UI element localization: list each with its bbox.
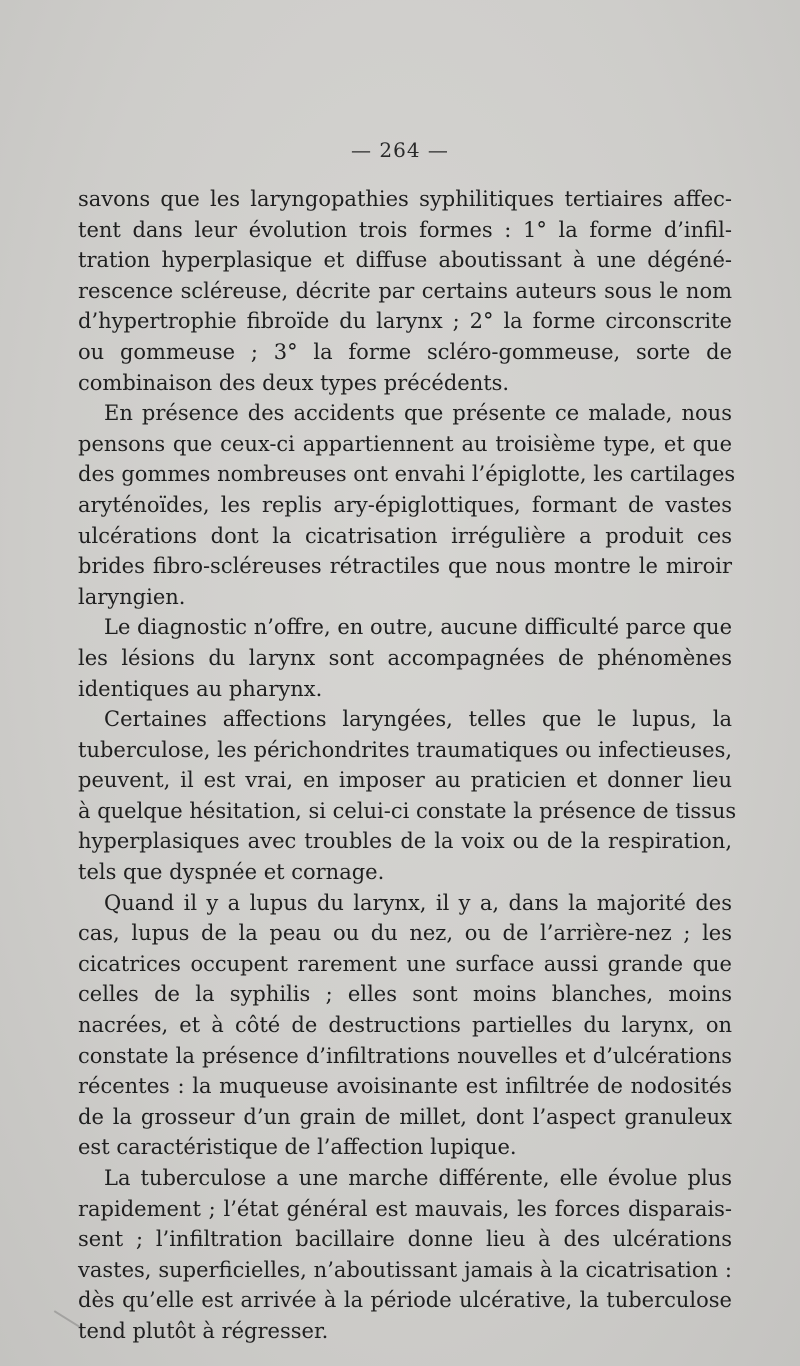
text-line: dès qu’elle est arrivée à la période ulcérative, la tuberculose [78, 1288, 732, 1313]
text-line: tuberculose, les périchondrites traumatiques ou infectieuses, [78, 737, 733, 762]
text-line: vastes, superficielles, n’aboutissant jamais à la cicatrisation : [78, 1257, 732, 1282]
text-line: tend plutôt à régresser. [78, 1318, 329, 1343]
text-line: les lésions du larynx sont accompagnées de phénomènes [78, 645, 732, 670]
text-line: rescence scléreuse, décrite par certains auteurs sous le nom [78, 278, 732, 303]
text-line: tration hyperplasique et diffuse aboutissant à une dégéné- [78, 248, 732, 273]
text-line: d’hypertrophie fibroïde du larynx ; 2° la forme circonscrite [78, 309, 732, 334]
text-line: Certaines affections laryngées, telles que le lupus, la [104, 707, 732, 732]
text-line: constate la présence d’infiltrations nouvelles et d’ulcérations [78, 1043, 732, 1068]
text-line: brides fibro-scléreuses rétractiles que nous montre le miroir [78, 554, 732, 579]
text-line: celles de la syphilis ; elles sont moins blanches, moins [78, 982, 732, 1007]
text-line: combinaison des deux types précédents. [78, 370, 510, 395]
text-line: La tuberculose a une marche différente, elle évolue plus [104, 1166, 732, 1190]
text-line: savons que les laryngopathies syphilitiques tertiaires affec- [78, 187, 732, 211]
text-line: identiques au pharynx. [78, 676, 323, 701]
page-number: — 264 — [351, 138, 449, 162]
text-line: peuvent, il est vrai, en imposer au praticien et donner lieu [78, 768, 732, 793]
text-line: récentes : la muqueuse avoisinante est infiltrée de nodosités [78, 1074, 732, 1099]
text-line: aryténoïdes, les replis ary-épiglottiques, formant de vastes [78, 492, 732, 517]
text-line: à quelque hésitation, si celui-ci constate la présence de tissus [78, 798, 737, 823]
text-line: pensons que ceux-ci appartiennent au troisième type, et que [78, 431, 732, 456]
text-line: sent ; l’infiltration bacillaire donne lieu à des ulcérations [78, 1227, 732, 1252]
text-line: des gommes nombreuses ont envahi l’épiglotte, les cartilages [78, 462, 736, 487]
text-line: tent dans leur évolution trois formes : 1° la forme d’infil- [78, 217, 732, 242]
text-line: cicatrices occupent rarement une surface aussi grande que [78, 951, 732, 976]
text-line: Quand il y a lupus du larynx, il y a, dans la majorité des [104, 890, 732, 915]
text-line: ulcérations dont la cicatrisation irrégulière a produit ces [78, 523, 732, 548]
paper-mark [54, 1310, 81, 1328]
text-line: de la grosseur d’un grain de millet, dont l’aspect granuleux [78, 1104, 732, 1129]
text-line: rapidement ; l’état général est mauvais, les forces disparais- [78, 1196, 732, 1221]
text-line: est caractéristique de l’affection lupique. [78, 1135, 517, 1160]
text-line: hyperplasiques avec troubles de la voix ou de la respiration, [78, 829, 732, 854]
text-line: laryngien. [78, 584, 186, 609]
text-line: ou gommeuse ; 3° la forme scléro-gommeuse, sorte de [78, 339, 732, 364]
text-line: nacrées, et à côté de destructions partielles du larynx, on [78, 1013, 732, 1038]
body-text [78, 184, 737, 1347]
text-line: Le diagnostic n’offre, en outre, aucune difficulté parce que [104, 615, 732, 640]
text-line: En présence des accidents que présente ce malade, nous [104, 401, 732, 426]
text-line: tels que dyspnée et cornage. [78, 860, 385, 885]
text-line: cas, lupus de la peau ou du nez, ou de l’arrière-nez ; les [78, 921, 732, 946]
